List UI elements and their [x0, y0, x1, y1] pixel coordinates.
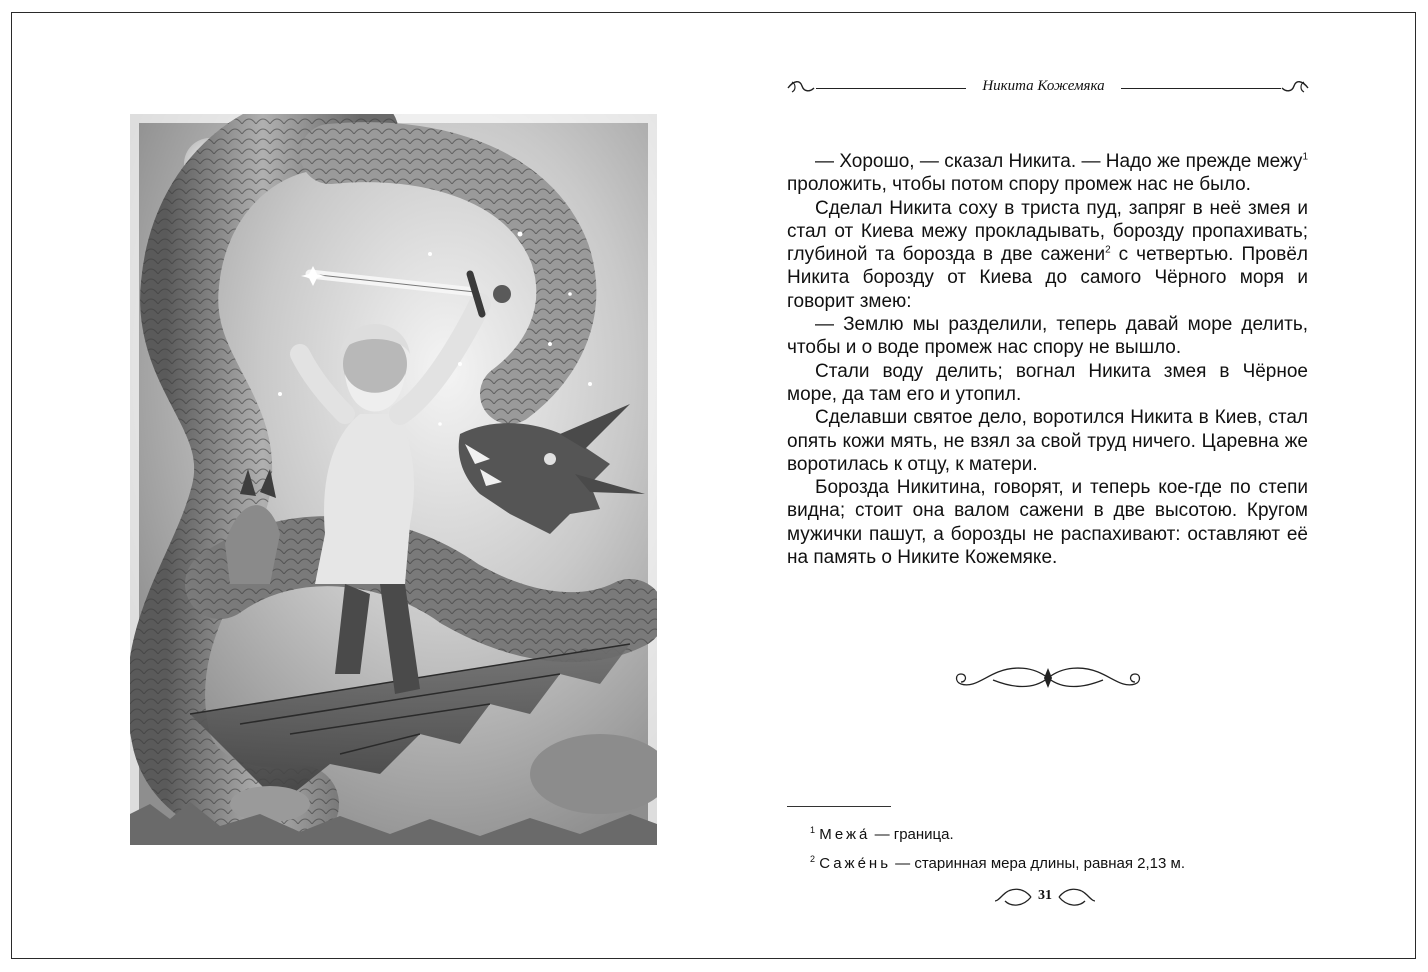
footnote-ref-1: 1 [1302, 151, 1308, 163]
footnote-rule [787, 806, 891, 807]
flourish-left-icon [786, 78, 816, 98]
flourish-right-icon [1280, 78, 1310, 98]
footnote-2: $^2$ Саже́нь — старинная мера длины, равная 2,13 м. [810, 854, 1186, 872]
story-text [787, 150, 1308, 569]
paragraph-6: Борозда Никитина, говорят, и теперь кое-где по степи видна; стоит она валом сажени в две высотою. Кругом мужички пашут, а борозды не распахивают: оставляют её на память о Никите Кожемяке. [787, 477, 1308, 569]
footnote-term: Межа́ [819, 826, 871, 843]
header-rule-left [816, 88, 966, 89]
ornament-divider-icon [953, 658, 1143, 698]
footnote-ref-2: 2 [1105, 244, 1111, 256]
illustration-image [130, 114, 657, 845]
page-number: 31 [1038, 888, 1052, 903]
paragraph-4: Стали воду делить; вогнал Никита змея в Чёрное море, да там его и утопил. [787, 360, 1308, 405]
illustration-hero-dragon [130, 114, 657, 845]
paragraph-1: — Хорошо, — сказал Никита. — Надо же прежде межу$^1$ проложить, чтобы потом спору промеж нас не было. [787, 151, 1308, 196]
paragraph-3: — Землю мы разделили, теперь давай море делить, чтобы и о воде промеж нас спору не вышло. [787, 314, 1308, 359]
running-title: Никита Кожемяка [982, 78, 1105, 94]
footnotes [810, 818, 1310, 876]
paragraph-5: Сделавши святое дело, воротился Никита в Киев, стал опять кожи мять, не взял за свой труд ничего. Царевна же воротилась к отцу, к матери. [787, 407, 1308, 475]
header-rule-right [1121, 88, 1281, 89]
footnote-term: Саже́нь [819, 855, 892, 872]
running-header [786, 76, 1310, 98]
paragraph-2: Сделал Никита соху в триста пуд, запряг в неё змея и стал от Киева межу прокладывать, борозду пропахивать; глубиной та борозда в две сажени$^2$ с четвертью. Провёл Никита борозду от Киева до самого Чёрного моря и говорит змею: [787, 197, 1309, 312]
page-number-block [993, 885, 1097, 909]
footnote-1: $^1$ Межа́ — граница. [810, 825, 954, 843]
